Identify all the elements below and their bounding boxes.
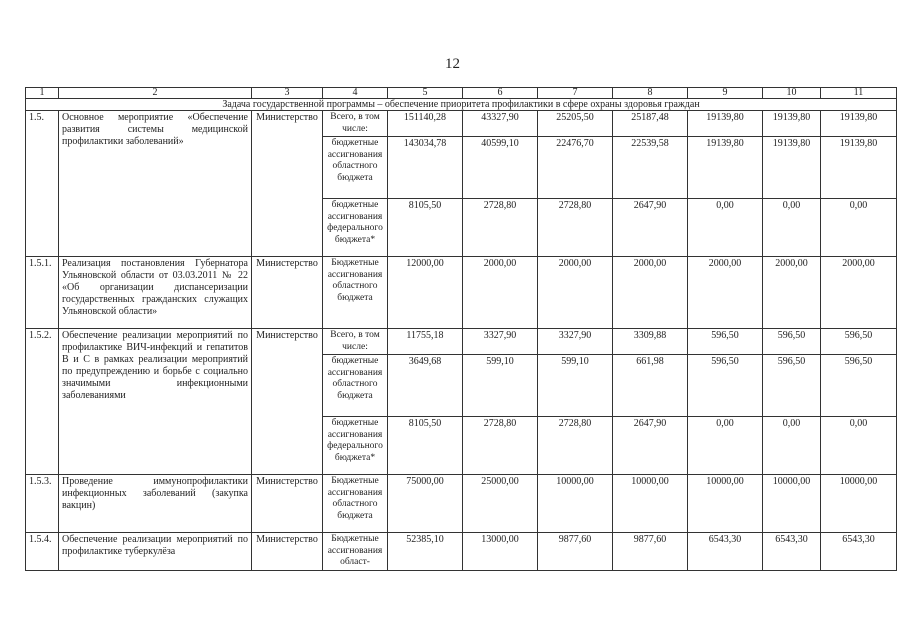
table-row	[26, 329, 897, 355]
value-cell: 661,98	[613, 355, 688, 417]
row-number: 1.5.	[26, 111, 59, 257]
funding-kind: бюджетные ассигнования федерального бюджета*	[323, 199, 388, 257]
value-cell: 2000,00	[538, 257, 613, 329]
table-row	[26, 533, 897, 571]
header-cell: 10	[763, 88, 821, 99]
value-cell: 19139,80	[688, 137, 763, 199]
value-cell: 596,50	[763, 355, 821, 417]
funding-kind: Всего, в том числе:	[323, 329, 388, 355]
activity-name: Реализация постановления Губернатора Ульяновской области от 03.03.2011 № 22 «Об организации диспансеризации государственных гражданских служащих Ульяновской области»	[59, 257, 252, 329]
funding-kind: Бюджетные ассигнования областного бюджета	[323, 475, 388, 533]
row-number: 1.5.2.	[26, 329, 59, 475]
value-cell: 6543,30	[688, 533, 763, 571]
value-cell: 3327,90	[538, 329, 613, 355]
funding-kind: бюджетные ассигнования областного бюджета	[323, 137, 388, 199]
value-cell: 6543,30	[821, 533, 897, 571]
value-cell: 40599,10	[463, 137, 538, 199]
value-cell: 2000,00	[613, 257, 688, 329]
header-cell: 5	[388, 88, 463, 99]
value-cell: 596,50	[688, 355, 763, 417]
value-cell: 2000,00	[688, 257, 763, 329]
value-cell: 0,00	[763, 417, 821, 475]
value-cell: 22476,70	[538, 137, 613, 199]
header-cell: 6	[463, 88, 538, 99]
value-cell: 43327,90	[463, 111, 538, 137]
value-cell: 2647,90	[613, 199, 688, 257]
value-cell: 10000,00	[613, 475, 688, 533]
header-cell: 4	[323, 88, 388, 99]
value-cell: 10000,00	[688, 475, 763, 533]
responsible: Министерство	[252, 111, 323, 257]
value-cell: 19139,80	[821, 111, 897, 137]
value-cell: 22539,58	[613, 137, 688, 199]
activity-name: Обеспечение реализации мероприятий по профилактике ВИЧ-инфекций и гепатитов В и С в рамках реализации мероприятий по предупреждению и борьбе с социально значимыми инфекционными заболеваниями	[59, 329, 252, 475]
funding-kind: Всего, в том числе:	[323, 111, 388, 137]
value-cell: 2000,00	[821, 257, 897, 329]
header-cell: 7	[538, 88, 613, 99]
value-cell: 3309,88	[613, 329, 688, 355]
task-title: Задача государственной программы – обеспечение приоритета профилактики в сфере охраны здоровья граждан	[26, 99, 897, 111]
value-cell: 3327,90	[463, 329, 538, 355]
value-cell: 8105,50	[388, 417, 463, 475]
value-cell: 0,00	[821, 199, 897, 257]
value-cell: 151140,28	[388, 111, 463, 137]
funding-kind: бюджетные ассигнования областного бюджета	[323, 355, 388, 417]
value-cell: 596,50	[821, 329, 897, 355]
value-cell: 0,00	[821, 417, 897, 475]
header-cell: 1	[26, 88, 59, 99]
value-cell: 25000,00	[463, 475, 538, 533]
value-cell: 596,50	[688, 329, 763, 355]
value-cell: 9877,60	[613, 533, 688, 571]
responsible: Министерство	[252, 257, 323, 329]
value-cell: 596,50	[821, 355, 897, 417]
funding-kind: Бюджетные ассигнования областного бюджета	[323, 257, 388, 329]
value-cell: 19139,80	[688, 111, 763, 137]
table-row	[26, 475, 897, 533]
value-cell: 2728,80	[463, 199, 538, 257]
value-cell: 52385,10	[388, 533, 463, 571]
value-cell: 6543,30	[763, 533, 821, 571]
responsible: Министерство	[252, 329, 323, 475]
value-cell: 10000,00	[821, 475, 897, 533]
value-cell: 12000,00	[388, 257, 463, 329]
value-cell: 2000,00	[763, 257, 821, 329]
value-cell: 19139,80	[821, 137, 897, 199]
value-cell: 25205,50	[538, 111, 613, 137]
value-cell: 599,10	[538, 355, 613, 417]
header-cell: 8	[613, 88, 688, 99]
value-cell: 10000,00	[763, 475, 821, 533]
page-number: 12	[445, 56, 460, 72]
value-cell: 25187,48	[613, 111, 688, 137]
activity-name: Проведение иммунопрофилактики инфекционных заболеваний (закупка вакцин)	[59, 475, 252, 533]
task-row	[26, 99, 897, 111]
value-cell: 596,50	[763, 329, 821, 355]
value-cell: 8105,50	[388, 199, 463, 257]
activity-name: Основное мероприятие «Обеспечение развития системы медицинской профилактики заболеваний»	[59, 111, 252, 257]
header-cell: 3	[252, 88, 323, 99]
value-cell: 13000,00	[463, 533, 538, 571]
row-number: 1.5.4.	[26, 533, 59, 571]
responsible: Министерство	[252, 475, 323, 533]
value-cell: 2000,00	[463, 257, 538, 329]
value-cell: 10000,00	[538, 475, 613, 533]
value-cell: 0,00	[688, 417, 763, 475]
value-cell: 19139,80	[763, 111, 821, 137]
value-cell: 75000,00	[388, 475, 463, 533]
funding-kind: бюджетные ассигнования федерального бюджета*	[323, 417, 388, 475]
value-cell: 9877,60	[538, 533, 613, 571]
value-cell: 2647,90	[613, 417, 688, 475]
responsible: Министерство	[252, 533, 323, 571]
table-row	[26, 111, 897, 137]
value-cell: 11755,18	[388, 329, 463, 355]
activity-name: Обеспечение реализации мероприятий по профилактике туберкулёза	[59, 533, 252, 571]
value-cell: 2728,80	[538, 199, 613, 257]
row-number: 1.5.3.	[26, 475, 59, 533]
budget-table	[25, 87, 897, 571]
value-cell: 19139,80	[763, 137, 821, 199]
value-cell: 3649,68	[388, 355, 463, 417]
value-cell: 2728,80	[538, 417, 613, 475]
header-row	[26, 88, 897, 99]
value-cell: 143034,78	[388, 137, 463, 199]
value-cell: 0,00	[763, 199, 821, 257]
header-cell: 2	[59, 88, 252, 99]
value-cell: 0,00	[688, 199, 763, 257]
table-row	[26, 257, 897, 329]
funding-kind: Бюджетные ассигнования област-	[323, 533, 388, 571]
value-cell: 599,10	[463, 355, 538, 417]
header-cell: 11	[821, 88, 897, 99]
row-number: 1.5.1.	[26, 257, 59, 329]
header-cell: 9	[688, 88, 763, 99]
value-cell: 2728,80	[463, 417, 538, 475]
